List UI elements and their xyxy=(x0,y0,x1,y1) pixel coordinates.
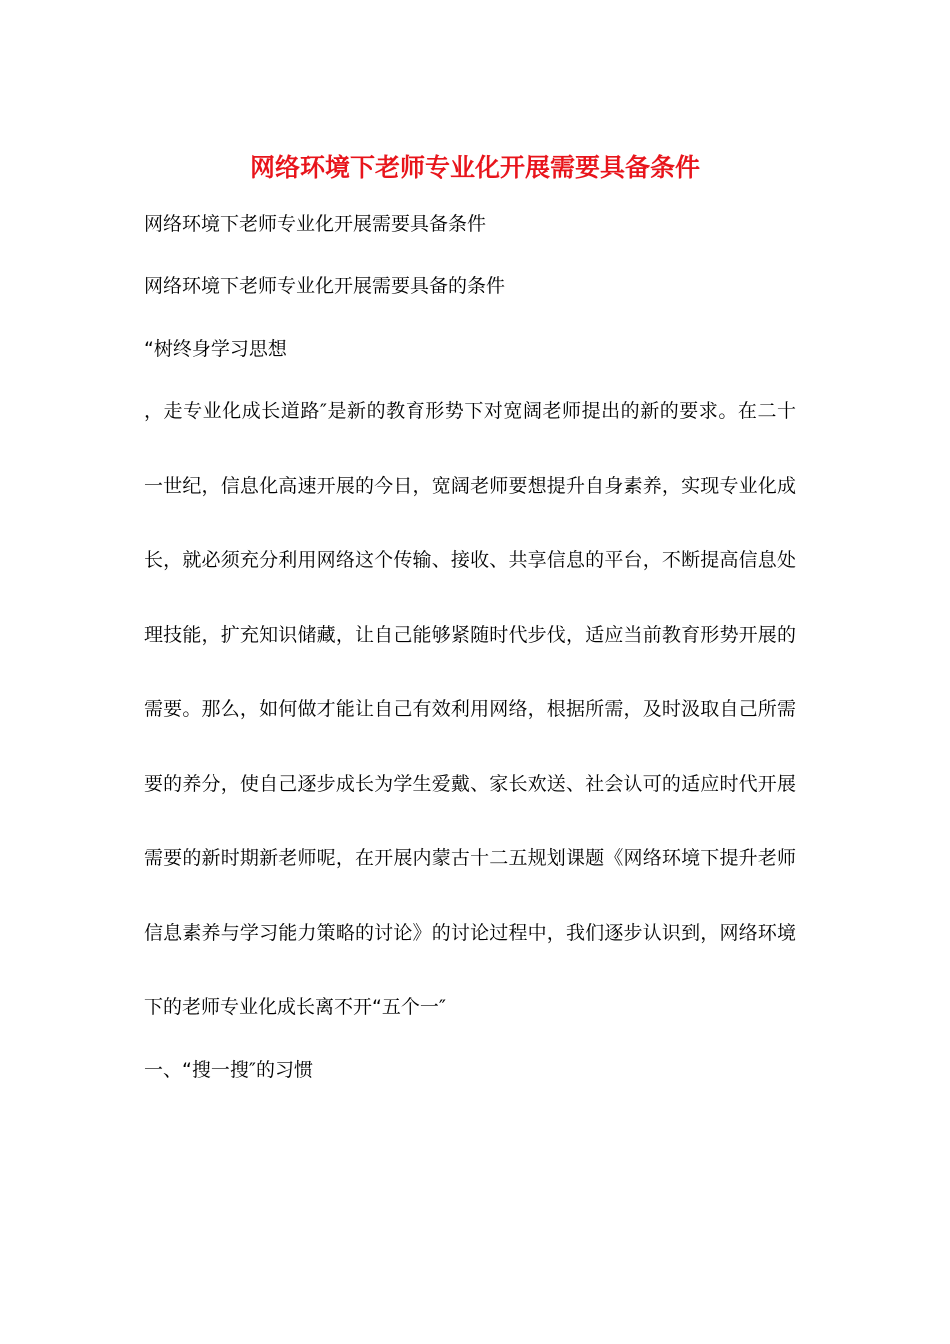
subtitle-line: 网络环境下老师专业化开展需要具备条件 xyxy=(144,213,487,235)
paragraph-line: 下的老师专业化成长离不开“五个一″ xyxy=(144,996,446,1018)
paragraph-line: ，走专业化成长道路″是新的教育形势下对宽阔老师提出的新的要求。在二十 xyxy=(144,400,796,422)
section-heading: 一、“搜一搜″的习惯 xyxy=(144,1059,313,1081)
paragraph-line: 理技能，扩充知识储藏，让自己能够紧随时代步伐，适应当前教育形势开展的 xyxy=(144,624,796,646)
paragraph-line: 一世纪，信息化高速开展的今日，宽阔老师要想提升自身素养，实现专业化成 xyxy=(144,475,796,497)
paragraph-line: 信息素养与学习能力策略的讨论》的讨论过程中，我们逐步认识到，网络环境 xyxy=(144,922,796,944)
paragraph-line: 需要的新时期新老师呢，在开展内蒙古十二五规划课题《网络环境下提升老师 xyxy=(144,847,796,869)
paragraph-line: 要的养分，使自己逐步成长为学生爱戴、家长欢送、社会认可的适应时代开展 xyxy=(144,773,796,795)
subtitle-line-2: 网络环境下老师专业化开展需要具备的条件 xyxy=(144,275,506,297)
document-title: 网络环境下老师专业化开展需要具备条件 xyxy=(249,153,700,182)
paragraph-line: 长，就必须充分利用网络这个传输、接收、共享信息的平台，不断提高信息处 xyxy=(144,549,796,571)
paragraph-line: “树终身学习思想 xyxy=(144,338,287,360)
paragraph-line: 需要。那么，如何做才能让自己有效利用网络，根据所需，及时汲取自己所需 xyxy=(144,698,796,720)
